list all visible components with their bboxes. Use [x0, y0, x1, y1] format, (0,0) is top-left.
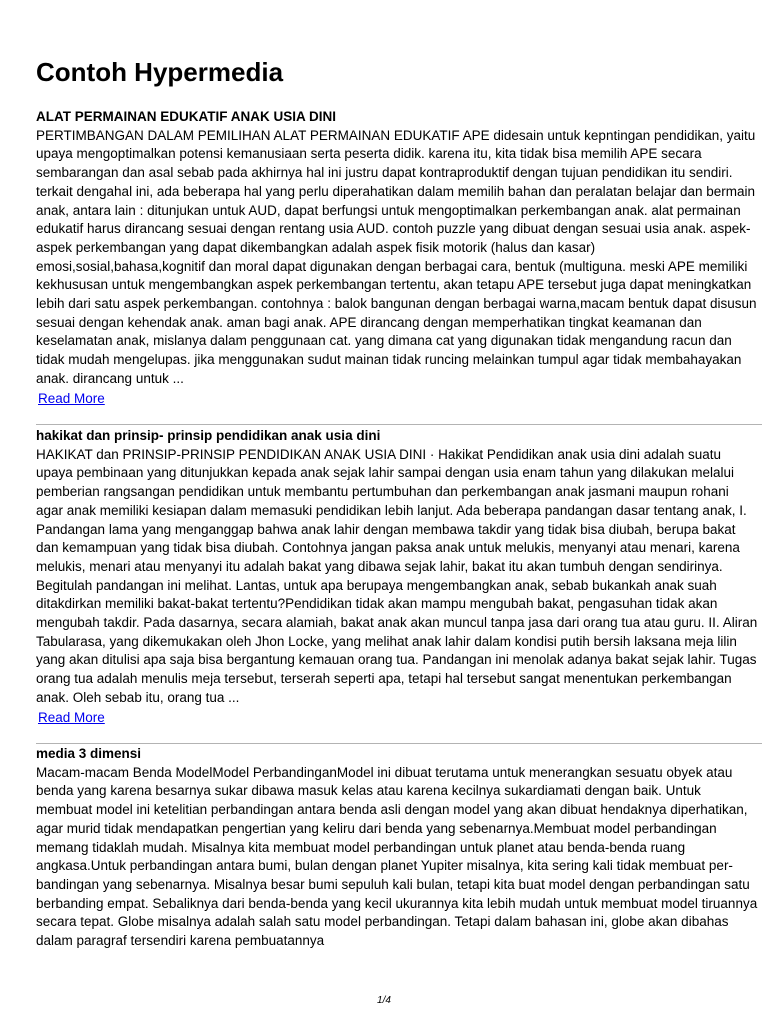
- read-more-link[interactable]: Read More: [38, 709, 105, 725]
- article-excerpt: Macam-macam Benda ModelModel PerbandinganModel ini dibuat terutama untuk menerangkan sesuatu obyek atau benda yang karena besarnya sukar dibawa masuk kelas atau karena kecilnya sukardiamati dengan baik. Untuk membuat model ini ketelitian perbandingan antara benda asli dengan model yang akan dibuat hendaknya diperhatikan, agar murid tidak mendapatkan pengertian yang keliru dari benda yang sebenarnya.Membuat model perbandingan memang tidaklah mudah. Misalnya kita membuat model perbandingan untuk planet atau benda-benda ruang angkasa.Untuk perbandingan antara bumi, bulan dengan planet Yupiter misalnya, kita sering kali tidak membuat per-bandingan yang sebenarnya. Misalnya besar bumi sepuluh kali bulan, tetapi kita buat model dengan perbandingan satu berbanding empat. Sebaliknya dari benda-benda yang kecil ukurannya kita lebih mudah untuk membuat model tiruannya secara tepat. Globe misalnya adalah salah satu model perbandingan. Tetapi dalam bahasan ini, globe akan dibahas dalam paragraf tersendiri karena pembuatannya: [36, 764, 758, 949]
- section-divider: [36, 743, 762, 744]
- page-number: 1/4: [377, 995, 391, 1006]
- article-excerpt: HAKIKAT dan PRINSIP-PRINSIP PENDIDIKAN ANAK USIA DINI · Hakikat Pendidikan anak usia dini adalah suatu upaya pembinaan yang ditunjukkan kepada anak sejak lahir sampai dengan usia enam tahun yang dilakukan melalui pemberian rangsangan pendidikan untuk membantu pertumbuhan dan perkembangan anak jasmani maupun rohani agar anak memiliki kesiapan dalam memasuki pendidikan lebih lanjut. Ada beberapa pandangan dasar tentang anak, I. Pandangan lama yang menganggap bahwa anak lahir dengan membawa takdir yang tidak bisa diubah, berupa bakat dan kemampuan yang tidak bisa diubah. Contohnya jangan paksa anak untuk melukis, menyanyi atau menari, karena melukis, menari atau menyanyi itu adalah bakat yang dibawa sejak lahir, bakat itu akan tumbuh dengan sendirinya. Begitulah pandangan ini melihat. Lantas, untuk apa berupaya mengembangkan anak, sebab bukankah anak suah ditakdirkan memiliki bakat-bakat tertentu?Pendidikan tidak akan mampu mengubah bakat, pengasuhan tidak akan mengubah takdir. Pada dasarnya, secara alamiah, bakat anak akan muncul tanpa jasa dari orang tua atau guru. II. Aliran Tabularasa, yang dikemukakan oleh Jhon Locke, yang melihat anak lahir dalam kondisi putih bersih laksana meja lilin yang akan ditulisi apa saja bisa bergantung kemauan orang tua. Pandangan ini menolak adanya bakat sejak lahir. Tugas orang tua adalah menulis meja tersebut, terserah seperti apa, tetapi hal tersebut sangat menentukan perkembangan anak. Oleh sebab itu, orang tua ...: [36, 446, 758, 705]
- article-entry: [36, 108, 762, 408]
- article-entry: [36, 745, 762, 951]
- article-entry: [36, 427, 762, 727]
- article-excerpt: PERTIMBANGAN DALAM PEMILIHAN ALAT PERMAINAN EDUKATIF APE didesain untuk kepntingan pendidikan, yaitu upaya mengoptimalkan potensi kemanusiaan serta peserta didik. karena itu, kita tidak bisa memilih APE secara sembarangan dan asal sebab pada akhirnya hal ini justru dapat kontraproduktif dengan tujuan pendidikan itu sendiri. terkait dengahal ini, ada beberapa hal yang perlu diperahatikan dalam memilih bahan dan peralatan belajar dan bermain anak, antara lain : ditunjukan untuk AUD, dapat berfungsi untuk mengoptimalkan perkembangan anak. alat permainan edukatif harus dirancang sesuai dengan rentang usia AUD. contoh puzzle yang dibuat dengan sesuai usia anak. aspek-aspek perkembangan yang dapat dikembangkan adalah aspek fisik motorik (halus dan kasar) emosi,sosial,bahasa,kognitif dan moral dapat digunakan dengan berbagai cara, bentuk (multiguna. meski APE memiliki kekhususan untuk mengembangkan aspek perkembangan tertentu, akan tetapu APE tersebut juga dapat meningkatkan lebih dari satu aspek perkembangan. contohnya : balok bangunan dengan berbagai warna,macam bentuk dapat disusun sesuai dengan kehendak anak. aman bagi anak. APE dirancang dengan memperhatikan tingkat keamanan dan keselamatan anak, mislanya dalam penggunaan cat. yang dimana cat yang digunakan tidak mengandung racun dan tidak mudah mengelupas. jika menggunakan sudut mainan tidak runcing melainkan tumpul agar tidak membahayakan anak. dirancang untuk ...: [36, 127, 757, 386]
- article-title: media 3 dimensi: [36, 746, 142, 761]
- section-divider: [36, 424, 762, 425]
- article-title: hakikat dan prinsip- prinsip pendidikan anak usia dini: [36, 428, 381, 443]
- article-title: ALAT PERMAINAN EDUKATIF ANAK USIA DINI: [36, 109, 336, 124]
- page-title: Contoh Hypermedia: [36, 57, 284, 87]
- read-more-link[interactable]: Read More: [38, 390, 105, 406]
